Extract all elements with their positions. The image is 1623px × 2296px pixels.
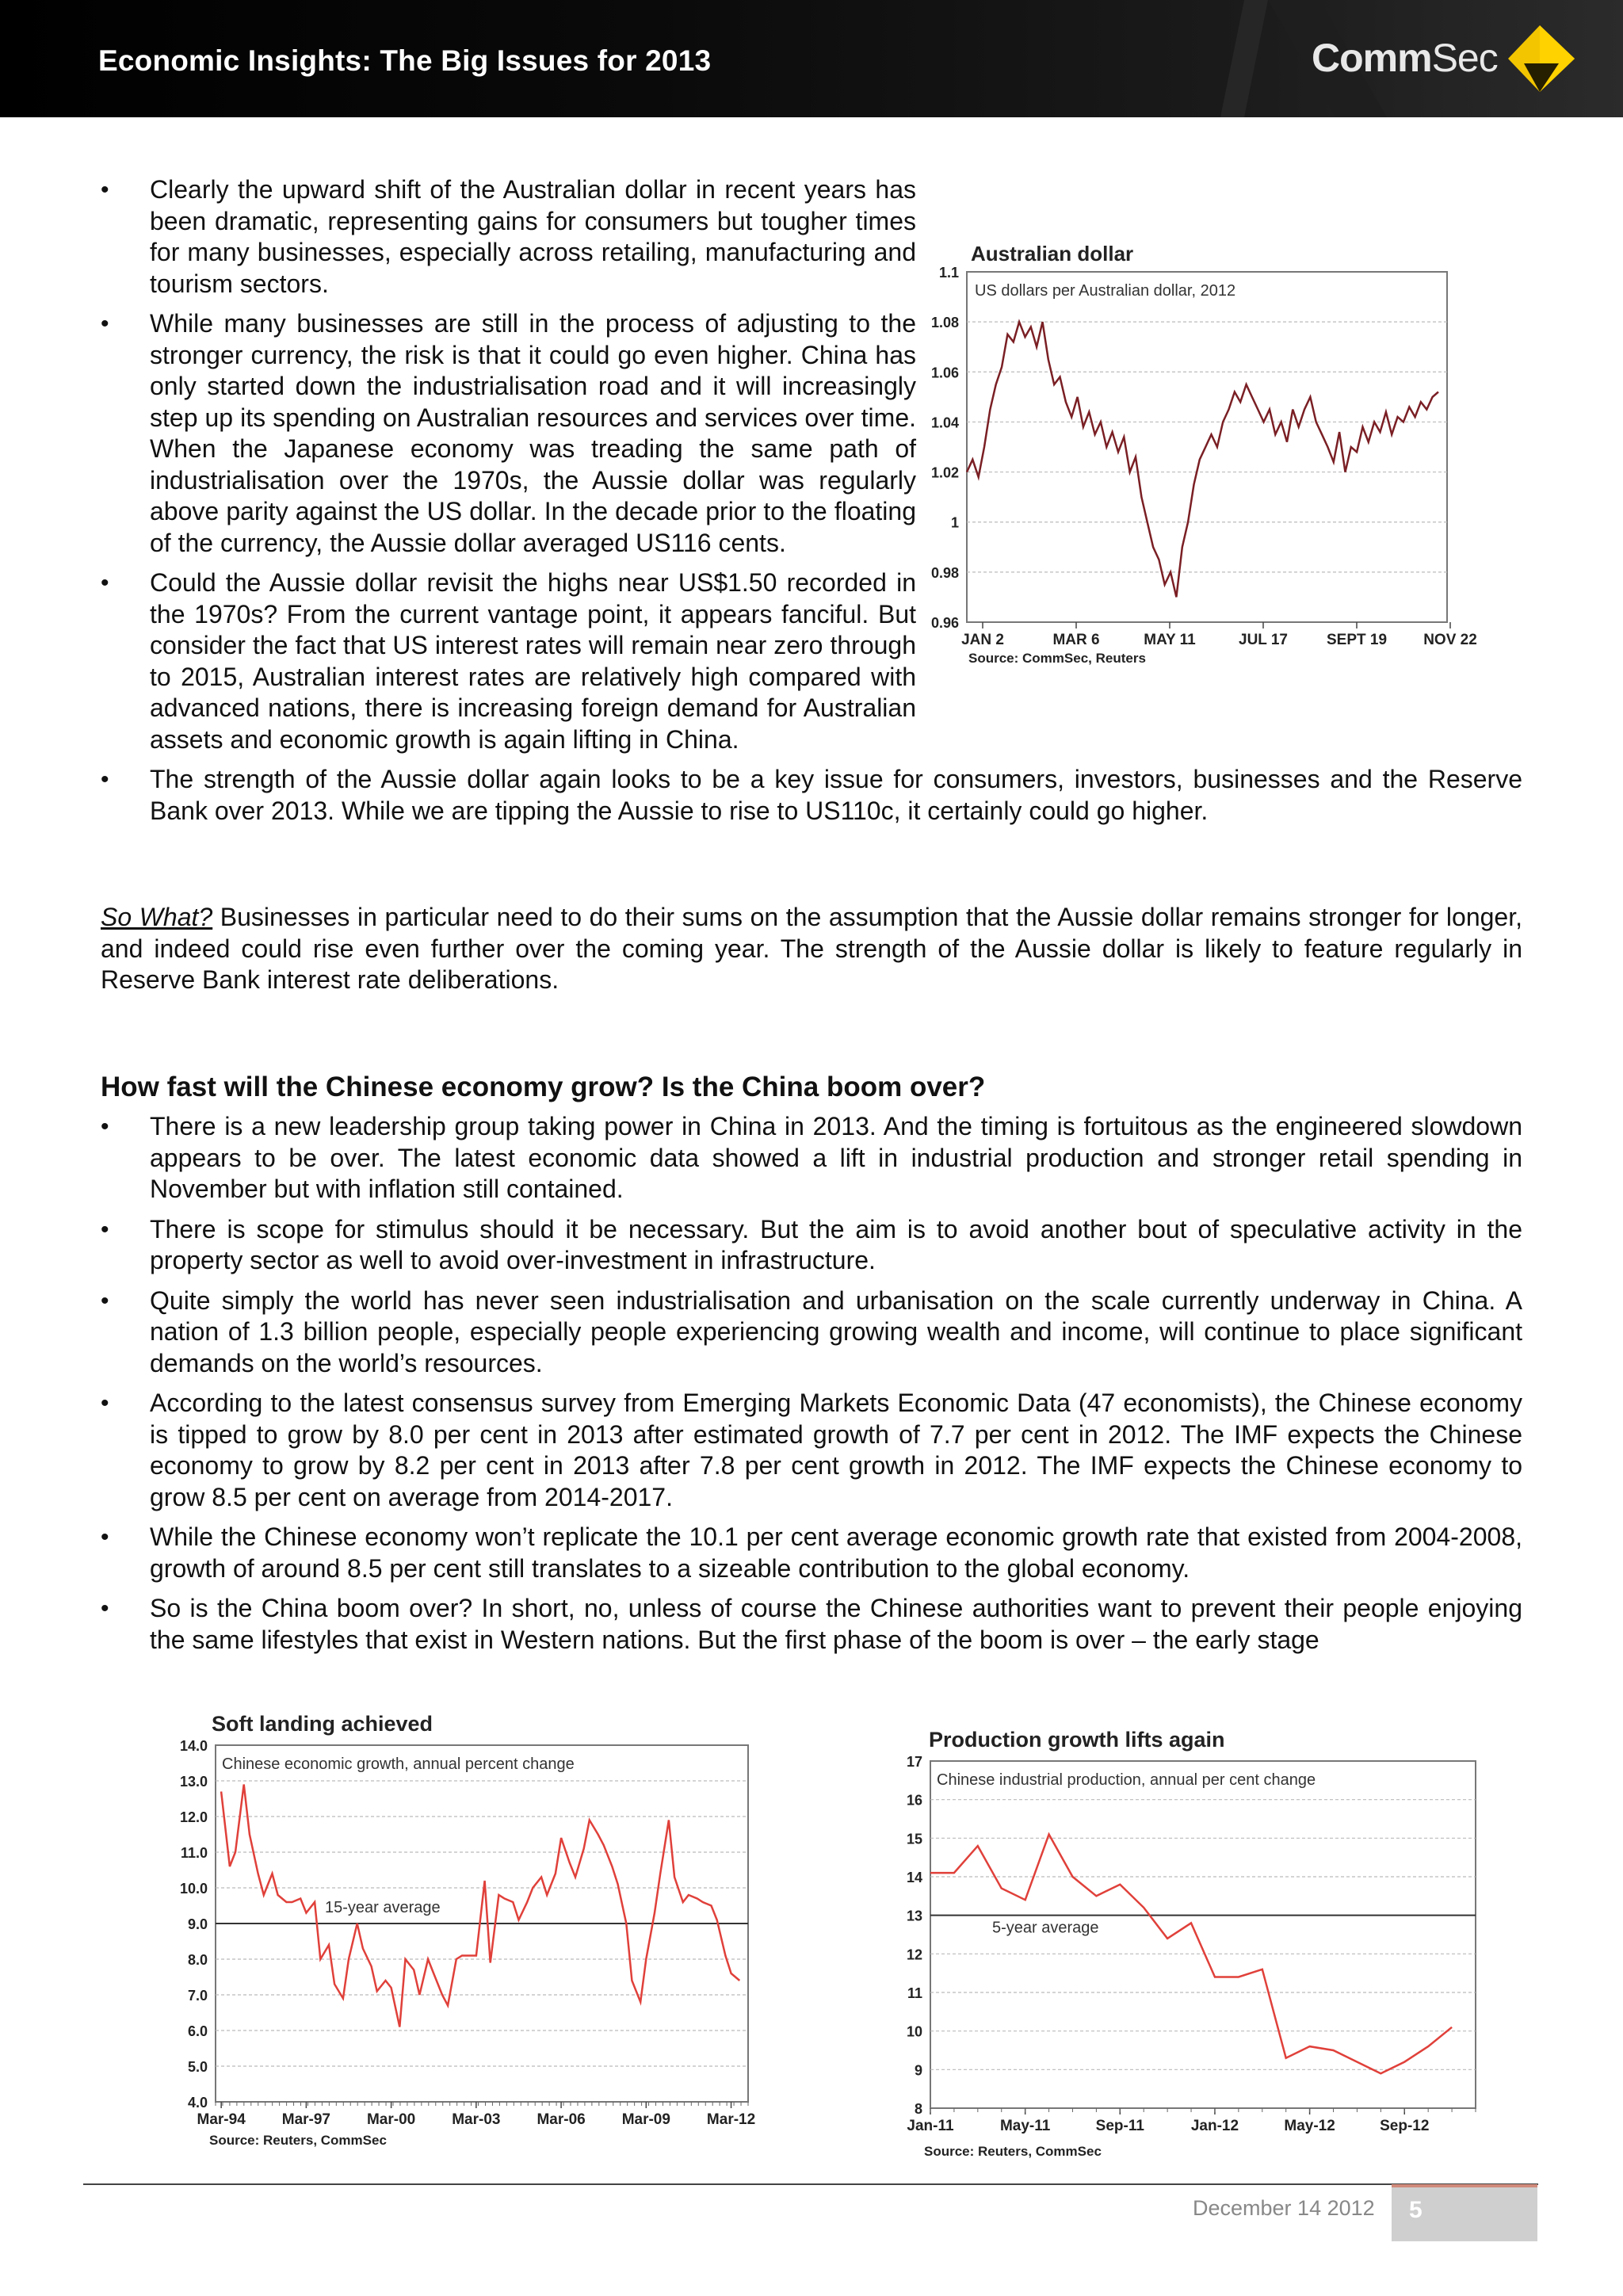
x-tick-label: JUL 17: [1239, 632, 1288, 648]
y-tick-label: 8: [914, 2101, 922, 2117]
y-tick-label: 17: [906, 1754, 922, 1770]
y-tick-label: 0.98: [930, 564, 959, 581]
list-item: • Quite simply the world has never seen industrialisation and urbanisation on the scale currently underway in China. A nation of 1.3 billion people, especially people experiencing growing wealth and income, will continue to place significant demands on the world’s resources.: [101, 1286, 1522, 1380]
section-china: [101, 1070, 1522, 1664]
y-tick-label: 16: [906, 1792, 922, 1809]
chart-title: Production growth lifts again: [929, 1728, 1225, 1752]
y-tick-label: 1: [950, 514, 959, 531]
chart-plot-area: [967, 272, 1447, 622]
y-tick-label: 11.0: [180, 1845, 208, 1861]
list-item: • While the Chinese economy won’t replicate the 10.1 per cent average economic growth rate that existed from 2004-2008, growth of around 8.5 per cent still translates to a sizeable contribution to the global economy.: [101, 1522, 1522, 1584]
y-tick-label: 14.0: [179, 1738, 208, 1754]
page-header: [0, 0, 1623, 117]
china-section-heading: How fast will the Chinese economy grow? Is the China boom over?: [101, 1072, 986, 1102]
x-tick-label: JAN 2: [961, 632, 1004, 648]
gdp-series-line: [221, 1785, 739, 2027]
list-item: • The strength of the Aussie dollar again looks to be a key issue for consumers, investors, businesses and the Reserve Bank over 2013. While we are tipping the Aussie to rise to US110c, it certainly could go higher.: [101, 764, 1522, 827]
so-what-text: Businesses in particular need to do their sums on the assumption that the Aussie dollar remains stronger for longer, and indeed could rise even further over the coming year. The strength of the Aussie dollar is likely to feature regularly in Reserve Bank interest rate deliberations.: [101, 903, 1523, 994]
commsec-logo-text: CommSec: [1312, 36, 1498, 80]
document-title: Economic Insights: The Big Issues for 2013: [98, 44, 712, 77]
x-tick-label: Sep-12: [1380, 2118, 1430, 2134]
y-tick-label: 1.08: [930, 315, 959, 331]
x-tick-label: Jan-11: [907, 2118, 954, 2134]
list-item: • According to the latest consensus survey from Emerging Markets Economic Data (47 economists), the Chinese economy is tipped to grow by 8.0 per cent in 2013 after estimated growth of 7.7 per cent in 2012. The IMF expects the Chinese economy to grow by 8.2 per cent in 2013 after 7.8 per cent growth in 2012. The IMF expects the Chinese economy to grow 8.5 per cent on average from 2014-2017.: [101, 1388, 1522, 1513]
y-tick-label: 10.0: [179, 1881, 208, 1897]
australian-dollar-chart: [911, 234, 1490, 678]
so-what-paragraph: [101, 902, 1522, 996]
list-item: • Clearly the upward shift of the Australian dollar in recent years has been dramatic, representing gains for consumers but tougher times for many businesses, especially across retailing, manufacturing and tourism sectors.: [101, 174, 916, 300]
china-bullet-list: [101, 1111, 1522, 1656]
chart-title: Soft landing achieved: [212, 1712, 433, 1736]
page-number-badge: [1392, 2184, 1537, 2241]
average-label: 15-year average: [325, 1899, 441, 1916]
production-growth-chart: [903, 1720, 1490, 2164]
y-tick-label: 14: [906, 1870, 922, 1885]
list-item: • So is the China boom over? In short, no, unless of course the Chinese authorities want to prevent their people enjoying the same lifestyles that exist in Western nations. But the first phase of the boom is over – the early stage: [101, 1593, 1522, 1656]
x-tick-label: Mar-00: [366, 2111, 416, 2128]
list-item: • There is a new leadership group taking power in China in 2013. And the timing is fortuitous as the engineered slowdown appears to be over. The latest economic data showed a lift in industrial production and stronger retail spending in November but with inflation still contained.: [101, 1111, 1522, 1205]
y-tick-label: 8.0: [187, 1952, 208, 1968]
y-tick-label: 1.06: [930, 365, 959, 381]
chart-subtitle: US dollars per Australian dollar, 2012: [975, 282, 1236, 300]
list-item: • While many businesses are still in the process of adjusting to the stronger currency, the risk is that it could go even higher. China has only started down the industrialisation road and it will increasingly step up its spending on Australian resources and services over time. When the Japanese economy was treading the same path of industrialisation over the 1970s, the Aussie dollar was regularly above parity against the US dollar. In the decade prior to the floating of the currency, the Aussie dollar averaged US116 cents.: [101, 308, 916, 559]
chart-title: Australian dollar: [971, 242, 1134, 266]
y-tick-label: 1.1: [938, 265, 959, 281]
y-tick-label: 15: [906, 1831, 922, 1847]
x-tick-label: MAY 11: [1144, 632, 1196, 648]
commsec-diamond-icon: [1508, 24, 1581, 97]
aud-series-line: [967, 322, 1438, 597]
y-tick-label: 1.04: [930, 415, 959, 431]
x-tick-label: May-12: [1284, 2118, 1335, 2134]
so-what-lead: So What?: [101, 903, 213, 931]
y-tick-label: 9: [914, 2062, 922, 2079]
x-tick-label: Mar-03: [452, 2111, 501, 2128]
average-label: 5-year average: [992, 1919, 1099, 1937]
x-tick-label: Jan-12: [1190, 2118, 1239, 2134]
y-tick-label: 1.02: [930, 464, 959, 481]
y-tick-label: 12.0: [179, 1809, 208, 1825]
list-item: • There is scope for stimulus should it be necessary. But the aim is to avoid another bout of speculative activity in the property sector as well to avoid over-investment in infrastructure.: [101, 1214, 1522, 1277]
soft-landing-chart: [158, 1704, 777, 2156]
y-tick-label: 0.96: [930, 615, 959, 631]
x-tick-label: SEPT 19: [1326, 632, 1388, 648]
x-tick-label: Sep-11: [1095, 2118, 1144, 2134]
y-tick-label: 11: [907, 1985, 922, 2001]
y-tick-label: 4.0: [187, 2095, 208, 2111]
y-tick-label: 5.0: [187, 2059, 208, 2075]
so-what-block: [101, 902, 1522, 996]
footer-divider: [83, 2183, 1538, 2185]
chart-source: Source: Reuters, CommSec: [209, 2133, 387, 2148]
x-tick-label: Mar-12: [706, 2111, 756, 2128]
y-tick-label: 7.0: [187, 1988, 208, 2004]
x-tick-label: NOV 22: [1423, 632, 1477, 648]
x-tick-label: May-11: [999, 2118, 1051, 2134]
x-tick-label: Mar-94: [197, 2111, 246, 2128]
x-tick-label: Mar-97: [281, 2111, 331, 2128]
x-tick-label: MAR 6: [1052, 632, 1100, 648]
footer-date: December 14 2012: [1193, 2196, 1375, 2220]
y-tick-label: 13: [906, 1908, 922, 1924]
aud-bullet-3-text: • Could the Aussie dollar revisit the highs near US$1.50 recorded in the 1970s? From the current vantage point, it appears fanciful. But consider the fact that US interest rates will remain near zero through to 2015, Australian interest rates are relatively high compared with advanced nations, there is increasing foreign demand for Australian assets and economic growth is again lifting in China.: [150, 568, 916, 754]
chart-source: Source: CommSec, Reuters: [968, 651, 1146, 666]
y-tick-label: 12: [906, 1946, 922, 1963]
y-tick-label: 13.0: [179, 1774, 208, 1790]
y-tick-label: 6.0: [187, 2023, 208, 2039]
chart-source: Source: Reuters, CommSec: [924, 2144, 1102, 2159]
x-tick-label: Mar-06: [537, 2111, 586, 2128]
chart-subtitle: Chinese economic growth, annual percent change: [222, 1755, 575, 1773]
list-item: [101, 567, 916, 755]
y-tick-label: 9.0: [187, 1916, 208, 1932]
y-tick-label: 10: [906, 2023, 922, 2040]
chart-subtitle: Chinese industrial production, annual per cent change: [937, 1771, 1316, 1789]
x-tick-label: Mar-09: [621, 2111, 670, 2128]
page-number: 5: [1409, 2197, 1423, 2223]
